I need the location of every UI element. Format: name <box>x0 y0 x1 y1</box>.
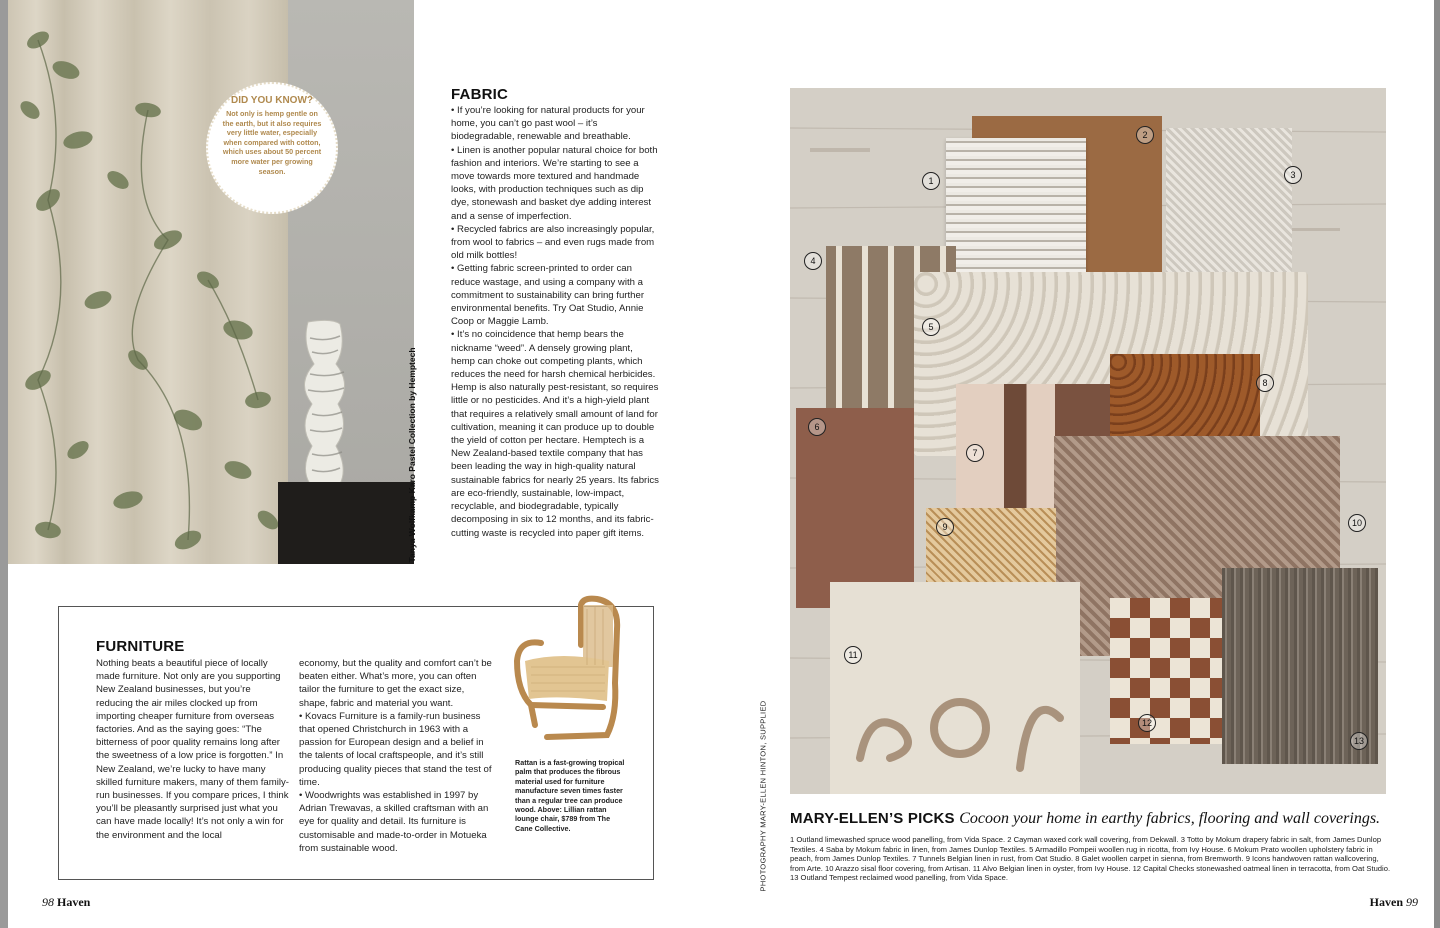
sample-textured-salt <box>1166 128 1292 278</box>
picks-heading: MARY-ELLEN’S PICKS <box>790 810 955 827</box>
fabric-paragraph: • Getting fabric screen-printed to order can reduce wastage, and using a company with a commitment to sustainability can bring further environmental benefits. Try Oat Studio, Annie Coop or Maggie Lamb. <box>451 263 645 328</box>
page-edge <box>1434 0 1440 928</box>
page-number-left: 98 <box>42 895 54 909</box>
page-gutter <box>0 0 8 928</box>
furniture-column-2: economy, but the quality and comfort can’t be beaten either. What’s more, you can often tailor the furniture to get the exact size, shape, fabric and material you want. • Kovacs Furniture is a family-run business that opened Christchurch in 1963 with a passion for European design and a belief in the talents of local craftspeople, and it’s still producing quality pieces that stand the test of time. • Woodwrights was established in 1997 by Adrian Trewavas, a skilled craftsman with an eye for quality and detail. Its furniture is customisable and made-to-order in Motueka from sustainable wood. <box>299 658 492 854</box>
furniture-box <box>58 606 654 880</box>
sample-number-6: 6 <box>808 418 826 436</box>
fabric-heading: FABRIC <box>451 86 509 103</box>
oyster-linen-pattern <box>850 668 1070 778</box>
furniture-heading: FURNITURE <box>96 638 185 655</box>
sample-number-7: 7 <box>966 444 984 462</box>
rattan-chair-photo <box>511 595 621 741</box>
fabric-body <box>451 104 659 540</box>
sample-peach-wool <box>796 408 914 608</box>
pedestal <box>278 482 414 564</box>
photo-credit-left: Tanya Wolfkamp Karo Pastel Collection by Hemptech <box>407 347 417 563</box>
folio-left <box>42 895 93 910</box>
sample-number-11: 11 <box>844 646 862 664</box>
did-you-know-body: Not only is hemp gentle on the earth, but it also requires very little water, especially when compared with cotton, which uses about 50 percent more water per growing season. <box>222 109 322 176</box>
magazine-name-left: Haven <box>57 895 91 909</box>
sample-number-8: 8 <box>1256 374 1274 392</box>
sample-number-9: 9 <box>936 518 954 536</box>
did-you-know-title: DID YOU KNOW? <box>230 95 314 106</box>
fabric-paragraph: • Linen is another popular natural choice for both fashion and interiors. We’re starting to see a move towards more textured and handmade looks, with production techniques such as dip dye, stonewash and basket dye adding interest and a sense of imperfection. <box>451 144 658 222</box>
vase <box>292 318 358 486</box>
furniture-column-1: Nothing beats a beautiful piece of locally made furniture. Not only are you supporting New Zealand businesses, but you’re reducing the air miles clocked up from importing cheaper furniture from overseas factories. And as the saying goes: “The bitterness of poor quality remains long after the sweetness of a low price is forgotten.” In New Zealand, we’re lucky to have many skilled furniture makers, many of them family-run businesses. If you compare prices, I think you’ll be pleasantly surprised just what you can have made locally! It’s not only a win for the environment and the local <box>96 658 289 841</box>
picks-list: 1 Outland limewashed spruce wood panelling, from Vida Space. 2 Cayman waxed cork wall covering, from Dekwall. 3 Totto by Mokum drapery fabric in salt, from James Dunlop Textiles. 4 Saba by Mokum fabric in linen, from James Dunlop Textiles. 5 Armadillo Pompeii woollen rug in ricotta, from Ivy House. 6 Mokum Prato woollen upholstery fabric in peach, from James Dunlop Textiles. 7 Tunnels Belgian linen in rust, from Oat Studio. 8 Galet woollen carpet in sienna, from Bremworth. 9 Icons handwoven rattan wallcovering, from Arte. 10 Arazzo sisal floor covering, from Artisan. 11 Alvo Belgian linen in oyster, from Ivy House. 12 Capital Checks stonewashed oatmeal linen in terracotta, from Oat Studio. 13 Outland Tempest reclaimed wood panelling, from Vida Space. <box>790 835 1391 883</box>
fabric-paragraph: • Recycled fabrics are also increasingly popular, from wool to fabrics – and even rugs made from old milk bottles! <box>451 223 655 262</box>
picks-title <box>790 810 1390 828</box>
sample-number-1: 1 <box>922 172 940 190</box>
sample-limewashed-wood <box>946 138 1086 278</box>
sample-number-13: 13 <box>1350 732 1368 750</box>
sample-number-4: 4 <box>804 252 822 270</box>
picks-subheading: Cocoon your home in earthy fabrics, flooring and wall coverings. <box>959 810 1381 827</box>
photo-credit-right: PHOTOGRAPHY MARY-ELLEN HINTON, SUPPLIED <box>758 700 768 892</box>
folio-right <box>1367 895 1418 910</box>
samples-photo <box>790 88 1386 794</box>
sample-number-10: 10 <box>1348 514 1366 532</box>
sample-number-12: 12 <box>1138 714 1156 732</box>
sample-number-5: 5 <box>922 318 940 336</box>
chair-caption: Rattan is a fast-growing tropical palm that produces the fibrous material used for furniture manufacture seven times faster than a regular tree can produce wood. Above: Lillian rattan lounge chair, $789 from The Cane Collective. <box>515 758 625 833</box>
sample-number-2: 2 <box>1136 126 1154 144</box>
fabric-section <box>451 86 659 540</box>
fabric-paragraph: • If you’re looking for natural products for your home, you can’t go past wool – it’s biodegradable, renewable and breathable. <box>451 105 645 143</box>
sample-number-3: 3 <box>1284 166 1302 184</box>
sample-capital-checks <box>1110 598 1236 744</box>
magazine-name-right: Haven <box>1369 895 1403 909</box>
page-number-right: 99 <box>1406 895 1418 909</box>
curtain-photo <box>8 0 414 564</box>
fabric-paragraph: • It’s no coincidence that hemp bears the nickname “weed”. A densely growing plant, hemp can choke out competing plants, which reduces the need for harsh chemical herbicides. Hemp is also naturally pest-resistant, so requires little or no pesticides. And it’s a high-yield plant that requires a relatively small amount of land for cultivation, meaning it can produce up to double the yield of cotton per hectare. Hemptech is a New Zealand-based textile company that has been leading the way in high-quality natural sustainable fabrics for nearly 25 years. Its fabrics are eco-friendly, sustainable, low-impact, recyclable, and biodegradable, typically decomposing in six to 12 months, and its fabric-cutting waste is recycled into paper gift items. <box>451 329 659 539</box>
did-you-know-callout <box>206 82 338 214</box>
